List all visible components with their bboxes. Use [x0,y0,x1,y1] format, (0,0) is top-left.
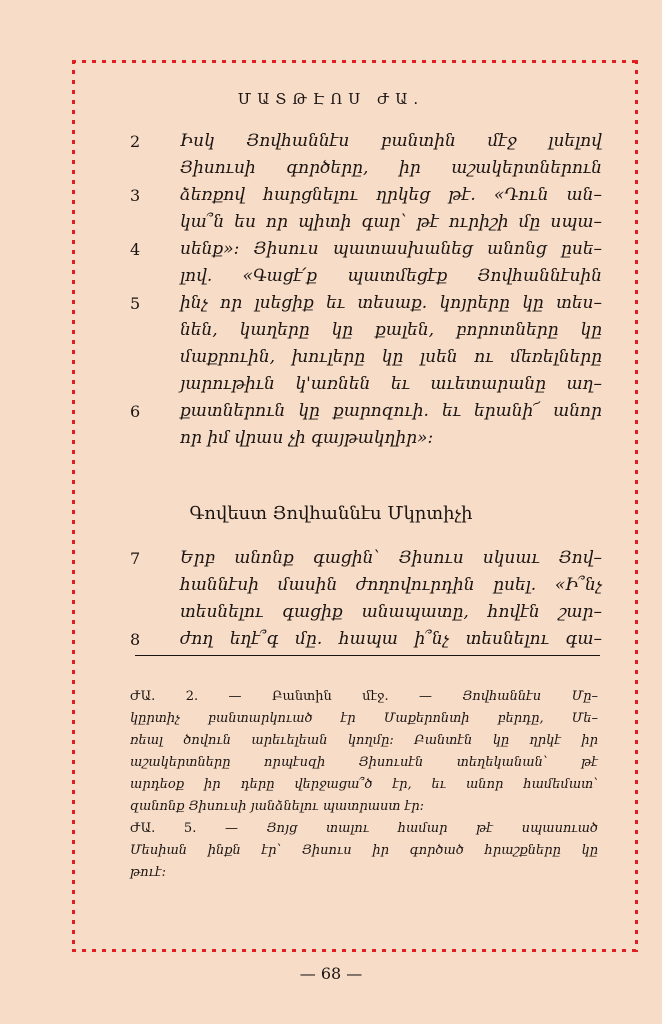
verse-number: 3 [130,186,141,205]
verse-line [132,398,602,425]
verse-text: տեսնելու գացիք անապատը, հովէն շար– [180,602,602,622]
verse-line [132,236,602,263]
verse-line [132,626,602,653]
verse-number: 2 [130,132,141,151]
verse-line [132,155,602,182]
verse-text: մաքրուին, խուլերը կը լսեն ու մեռելները [180,347,602,367]
verse-number: 7 [130,549,141,568]
verse-number: 6 [130,402,141,421]
verse-text: կա՞ն ես որ պիտի գար՝ թէ ուրիշի մը սպա– [180,212,602,232]
verse-number: 4 [130,240,141,259]
footnote-ref: ԺԱ. 2. — Բանտին մէջ. — [130,689,433,704]
footnote-divider [135,655,600,656]
footnote-text: զանոնք Յիսուսի յանձնելու պատրաստ էր: [130,799,425,814]
footnote-line [130,708,598,730]
verse-line [132,344,602,371]
verse-block-2 [132,545,602,653]
section-title: Գովեստ Յովհաննէս Մկրտիչի [189,503,473,524]
verse-line [132,371,602,398]
footnote-line [130,730,598,752]
verse-line [132,182,602,209]
verse-line [132,263,602,290]
footnote-text: կըրտիչ բանտարկուած էր Մաքերոնտի բերդը, Մե– [130,711,598,726]
verse-line [132,545,602,572]
footnote-text: արդեօք իր դերը վերջացա՞ծ էր, եւ անոր համեմատ՝ [130,777,598,792]
verse-line [132,290,602,317]
verse-line [132,128,602,155]
verse-text: որ իմ վրաս չի գայթակղիր»: [180,428,434,448]
footnote-text: Յովհաննէս Մը– [432,689,599,704]
footnote-line [130,686,598,708]
footnote-text: աշակերտները որպէսզի Յիսուսէն տեղեկանան՝ թէ [130,755,598,770]
verse-text: հաննէսի մասին ժողովուրդին ըսել. «Ի՞նչ [180,575,602,595]
verse-text: սենք»: Յիսուս պատասխանեց անոնց ըսե– [180,239,602,259]
verse-number: 5 [130,294,141,313]
footnote-text: թուէ: [130,865,167,880]
verse-text: ժող եղէ՞գ մը. հապա ի՞նչ տեսնելու գա– [180,629,602,649]
verse-text: լով. «Գացէ՛ք պատմեցէք Յովհաննէսին [180,266,602,286]
border-bottom [72,949,638,952]
verse-text: յարութիւն կ'առնեն եւ աւետարանը աղ– [180,374,602,394]
verse-number: 8 [130,630,141,649]
footnote-text: Մեսիան ինքն էր՝ Յիսուս իր գործած հրաշքները կը [130,843,598,858]
verse-text: ձեռքով հարցնելու ղրկեց թէ. «Դուն ան– [180,185,602,205]
verse-line [132,425,602,452]
footnote-ref: ԺԱ. 5. — [130,821,238,836]
footnote-text: ռեալ ծովուն արեւելեան կողմը: Բանտէն կը ղրկէ իր [130,733,598,748]
footnote-line [130,818,598,840]
verse-text: քատներուն կը քարոզուի. եւ երանի՜ անոր [180,401,602,421]
footnote-line [130,774,598,796]
verse-text: Իսկ Յովհաննէս բանտին մէջ լսելով [180,131,602,151]
footnotes [130,686,598,884]
verse-text: Յիսուսի գործերը, իր աշակերտներուն [180,158,602,178]
footnote-line [130,796,598,818]
footnote-text: Յոյց տալու համար թէ սպասուած [237,821,598,836]
verse-block [132,128,602,452]
verse-line [132,209,602,236]
footnote-line [130,752,598,774]
footnote-line [130,862,598,884]
running-header: ՄԱՏԹԷՈՍ ԺԱ. [237,90,425,108]
verse-line [132,599,602,626]
verse-text: ինչ որ լսեցիք եւ տեսաք. կոյրերը կը տես– [180,293,602,313]
border-top [72,60,638,63]
footnote-line [130,840,598,862]
verse-text: նեն, կաղերը կը քալեն, բորոտները կը [180,320,602,340]
page-number: — 68 — [299,964,363,983]
verse-line [132,572,602,599]
verse-line [132,317,602,344]
verse-text: Երբ անոնք գացին՝ Յիսուս սկսաւ Յով– [180,548,602,568]
